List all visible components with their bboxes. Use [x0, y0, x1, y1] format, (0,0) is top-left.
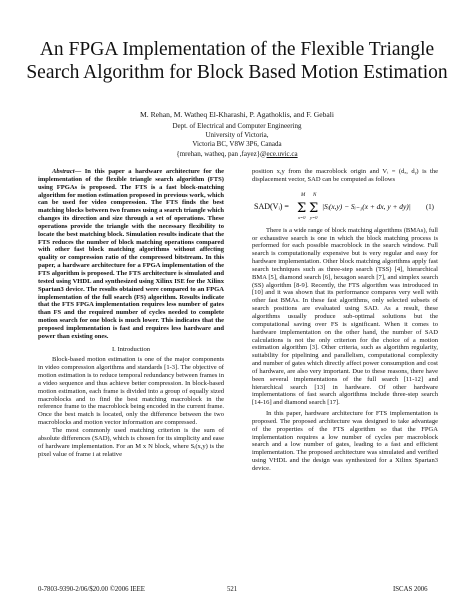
right-paragraph-0: position x,y from the macroblock origin and Vᵢ = (dₓ, dᵧ) is the displacement vector, SAD can be computed as follows: [252, 168, 438, 183]
paper-title: [0, 38, 474, 84]
footer-copyright: 0-7803-9390-2/06/$20.00 ©2006 IEEE: [38, 586, 145, 593]
right-paragraph-2: In this paper, hardware architecture for FTS implementation is proposed. The proposed architecture was designed to take advantage of the properties of the FTS algorithm so that the FPGA implementation requires a low number of cycles per macroblock search and a low number of gates, leading to a fast and efficient implementation. The proposed architecture was simulated and verified using VHDL and the design was synthesized for a Xilinx Spartan3 device.: [252, 410, 438, 472]
footer-page-number: 521: [227, 586, 238, 593]
email-domain-link[interactable]: ece.uvic.ca: [266, 149, 298, 158]
eq-sum-top-inner: N: [313, 192, 317, 198]
eq-sum-top-outer: M: [301, 192, 306, 198]
eq-body: |Sᵢ(x,y) − Sᵢ₋₁(x + dx, y + dy)|: [322, 201, 411, 211]
section-heading-introduction: I. Introduction: [111, 345, 151, 353]
title-line-1: An FPGA Implementation of the Flexible Triangle: [39, 39, 435, 60]
eq-lhs: SAD(Vᵢ) =: [254, 201, 289, 211]
eq-sum-symbol-outer: Σ: [297, 200, 307, 216]
intro-paragraph-2: The most commonly used matching criterion is the sum of absolute differences (SAD), which is chosen for its simplicity and ease of hardware implementation. For an M x N block, where Sᵢ(x,y) is the pixel value of frame i at relative: [38, 427, 224, 458]
equation-1: [252, 185, 438, 225]
eq-sum-bot-outer: x=0: [298, 214, 306, 220]
right-column: [252, 168, 438, 473]
eq-sum-bot-inner: y=0: [310, 214, 318, 220]
right-paragraph-1: There is a wide range of block matching algorithms (BMAs), full or exhaustive search is one in which the block matching process is performed for each possible macroblock in the search window. Full search is computationally expensive but is very regular and easy for hardware implementation. Other block matching algorithms apply fast search techniques such as three-step search (TSS) [4], hierarchical BMA [5], diamond search [6], hexagon search [7], and simplex search (SS) algorithm [8-9]. Recently, the FTS algorithm was introduced in [10] and it was shown that its performance compares very well with other fast BMAs. In these fast algorithms, only selected subsets of search positions are evaluated using SAD. As a result, these algorithms usually produce sub-optimal solutions but the computational saving over FS is significant. When it comes to hardware implementation on the other hand, the number of SAD calculations is not the only criterion for the choice of a motion estimation algorithm [3]. Other criteria, such as algorithm regularity, suitability for pipelining and parallelism, computational complexity and number of gates which directly affect power consumption and cost of hardware, are also very important. Due to these reasons, there have been several implementations of the full search [11-12] and hierarchical search [13] in hardware. Of other hardware implementations of fast search algorithms include three-step search [14-16] and diamond search [17].: [252, 226, 438, 407]
affiliation-university: University of Victoria,: [205, 131, 269, 140]
equation-graphic: [252, 185, 438, 225]
intro-paragraph-1: Block-based motion estimation is one of the major components in video compression algorithms and standards [1-3]. The objective of motion estimation is to reduce temporal redundancy between frames in a video sequence and thus achieve better compression. In block-based motion estimation, each frame is divided into a group of equally sized macroblocks and to find the best matching macroblock in the reference frame to the macroblock being encoded in the current frame. Once the best match is located, only the difference between the two macroblocks and motion vector information are compressed.: [38, 356, 224, 427]
affiliation-dept: Dept. of Electrical and Computer Engineering: [172, 122, 302, 130]
affiliation-address: Victoria BC, V8W 3P6, Canada: [192, 140, 282, 149]
left-column: [38, 168, 224, 458]
author-names: M. Rehan, M. Watheq El-Kharashi, P. Agathoklis, and F. Gebali: [140, 110, 334, 119]
footer-conference: ISCAS 2006: [393, 586, 428, 593]
eq-number: (1): [426, 203, 434, 211]
abstract: [38, 168, 224, 341]
eq-sum-symbol-inner: Σ: [309, 200, 319, 216]
title-line-2: Search Algorithm for Block Based Motion Estimation: [26, 62, 448, 83]
abstract-label: Abstract: [52, 168, 75, 175]
author-block: [0, 110, 474, 159]
author-email: [0, 150, 474, 159]
email-prefix: {mrehan, watheq, pan ,fayez}@: [176, 149, 267, 158]
abstract-text: — In this paper a hardware architecture for the implementation of the flexible triangle search algorithm (FTS) using FPGAs is proposed. The FTS is a fast block-matching algorithm for motion estimation proposed in previous work, which can be used for video compression. The FTS finds the best matching blocks between two frames using a search triangle which changes its direction and size through a set of operations. These operations provide the triangle with the necessary flexibility to locate the best matching block. Simulation results indicate that the FTS reduces the number of block matching operations compared with other fast block matching algorithms without affecting quality or compression ratio of the compressed bitstream. In this paper, a hardware architecture for a FPGA implementation of the FTS algorithm is proposed. The FTS architecture is simulated and tested using VHDL and synthesized using Xilinx ISE for the Xilinx Spartan3 device. The results obtained were compared to an FPGA implementation of the full search (FS) algorithm. Results indicate that the FTS FPGA implementation requires less number of gates than FS and the required number of cycles needed to complete motion search for one block is much lower. This indicates that the proposed implementation is fast and requires less hardware and power than existing ones.: [38, 168, 224, 340]
